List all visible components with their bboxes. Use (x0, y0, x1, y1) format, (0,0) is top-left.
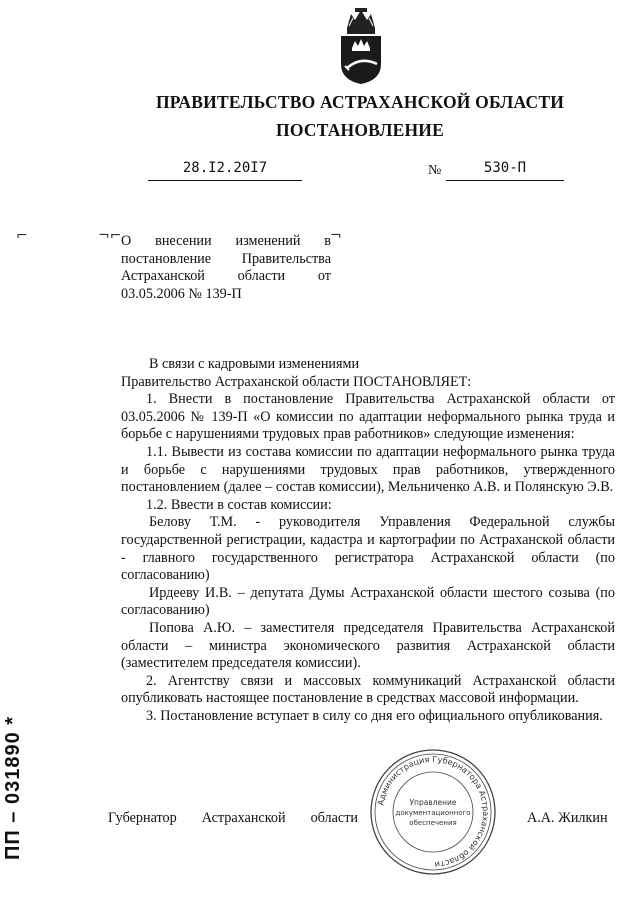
paragraph-1-1: 1.1. Вывести из состава комиссии по адаптации неформального рынка труда и борьбе с нарушениями трудовых прав работников, утвержденного постановлением (далее – состав комиссии), Мельниченко А.В. и Полянскую Э.В. (121, 443, 615, 496)
official-stamp (368, 747, 498, 877)
corner-bracket-left: ⌐ (16, 228, 28, 244)
document-body (121, 356, 615, 725)
stamp-center-line-3: обеспечения (409, 819, 457, 827)
stamp-center-line-1: Управление (409, 798, 457, 807)
stamp-ring-text: Администрация Губернатора Астраханской области (375, 753, 492, 871)
paragraph-1: 1. Внести в постановление Правительства Астраханской области от 03.05.2006 № 139-П «О комиссии по адаптации неформального рынка труда и борьбе с нарушениями трудовых прав работников» следующие изменения: (121, 391, 615, 443)
document-subject: О внесении изменений в постановление Правительства Астраханской области от 03.05.2006 № 139-П (121, 233, 331, 302)
signatory-position-word-1: Губернатор (108, 810, 177, 826)
number-label: № (428, 163, 442, 178)
number-underline (446, 180, 564, 181)
paragraph-3: 3. Постановление вступает в силу со дня его официального опубликования. (146, 707, 603, 724)
signatory-position (108, 810, 358, 827)
signatory-position-word-2: Астраханской (201, 810, 286, 826)
government-title: ПРАВИТЕЛЬСТВО АСТРАХАНСКОЙ ОБЛАСТИ (155, 92, 565, 112)
document-date: 28.I2.20I7 (182, 160, 268, 176)
document-type-title: ПОСТАНОВЛЕНИЕ (276, 120, 444, 140)
signatory-position-word-3: области (310, 810, 358, 826)
paragraph-1-2: 1.2. Ввести в состав комиссии: (146, 496, 332, 513)
astrakhan-coat-of-arms-icon (333, 6, 389, 86)
stamp-center-line-2: документационного (395, 809, 471, 817)
paragraph-2: 2. Агентству связи и массовых коммуникаций Астраханской области опубликовать настоящее постановление в средствах массовой информации. (121, 672, 615, 707)
paragraph-popova: Попова А.Ю. – заместителя председателя Правительства Астраханской области – министра экономического развития Астраханской области (заместителем председателя комиссии). (121, 619, 615, 672)
paragraph-belova: Белову Т.М. - руководителя Управления Федеральной службы государственной регистрации, кадастра и картографии по Астраханской области - главного государственного регистратора Астраханской области (по согласованию) (121, 514, 615, 584)
intro-line-2: Правительство Астраханской области ПОСТАНОВЛЯЕТ: (121, 373, 472, 390)
corner-bracket-subject-right: ¬ (330, 228, 342, 244)
document-number: 530-П (483, 160, 527, 176)
signatory-name: А.А. Жилкин (527, 810, 608, 826)
paragraph-irdeeva: Ирдееву И.В. – депутата Думы Астраханской области шестого созыва (по согласованию) (121, 584, 615, 619)
corner-bracket-subject-left: ¬⌐ (98, 228, 122, 244)
date-underline (148, 180, 302, 181)
intro-line-1: В связи с кадровыми изменениями (149, 356, 360, 372)
side-registration-code: ПП – 031890 * (2, 715, 24, 860)
